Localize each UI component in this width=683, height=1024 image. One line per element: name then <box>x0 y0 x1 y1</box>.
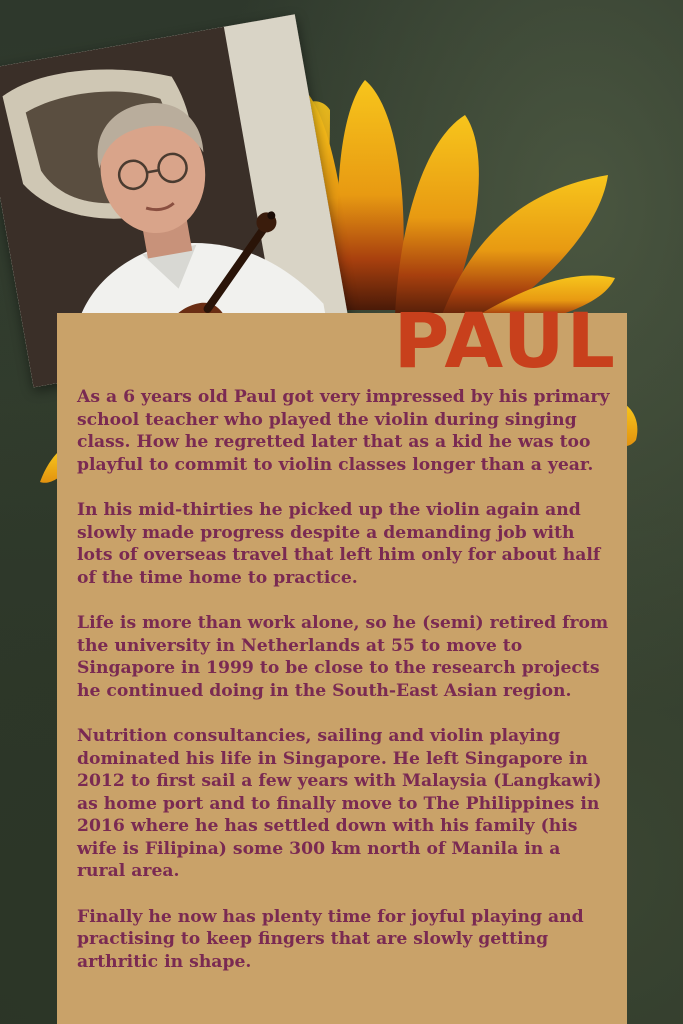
petal <box>338 80 404 310</box>
bio-paragraph: As a 6 years old Paul got very impressed by his primary school teacher who played the violin during singing class. How he regretted later that as a kid he was too playful to commit to violin classes longer than a year. <box>77 387 610 475</box>
bio-paragraph: In his mid-thirties he picked up the violin again and slowly made progress despite a demanding job with lots of overseas travel that left him only for about half of the time home to practice. <box>77 499 601 588</box>
petal <box>626 405 637 446</box>
bio-paragraph: Life is more than work alone, so he (semi) retired from the university in Netherlands at 55 to move to Singapore in 1999 to be close to the research projects he continued doing in the South-East Asian region. <box>77 612 609 701</box>
bio-paragraph: Finally he now has plenty time for joyful playing and practising to keep fingers that are slowly getting arthritic in shape. <box>77 906 584 972</box>
bio-card <box>57 296 627 1024</box>
profile-name: PAUL <box>393 296 617 385</box>
bio-text <box>77 386 612 996</box>
bio-paragraph: Nutrition consultancies, sailing and violin playing dominated his life in Singapore. He left Singapore in 2012 to first sail a few years with Malaysia (Langkawi) as home port and to finally move to The Philippines in 2016 where he has settled down with his family (his wife is Filipina) some 300 km north of Manila in a rural area. <box>77 725 602 882</box>
petal <box>40 452 58 483</box>
